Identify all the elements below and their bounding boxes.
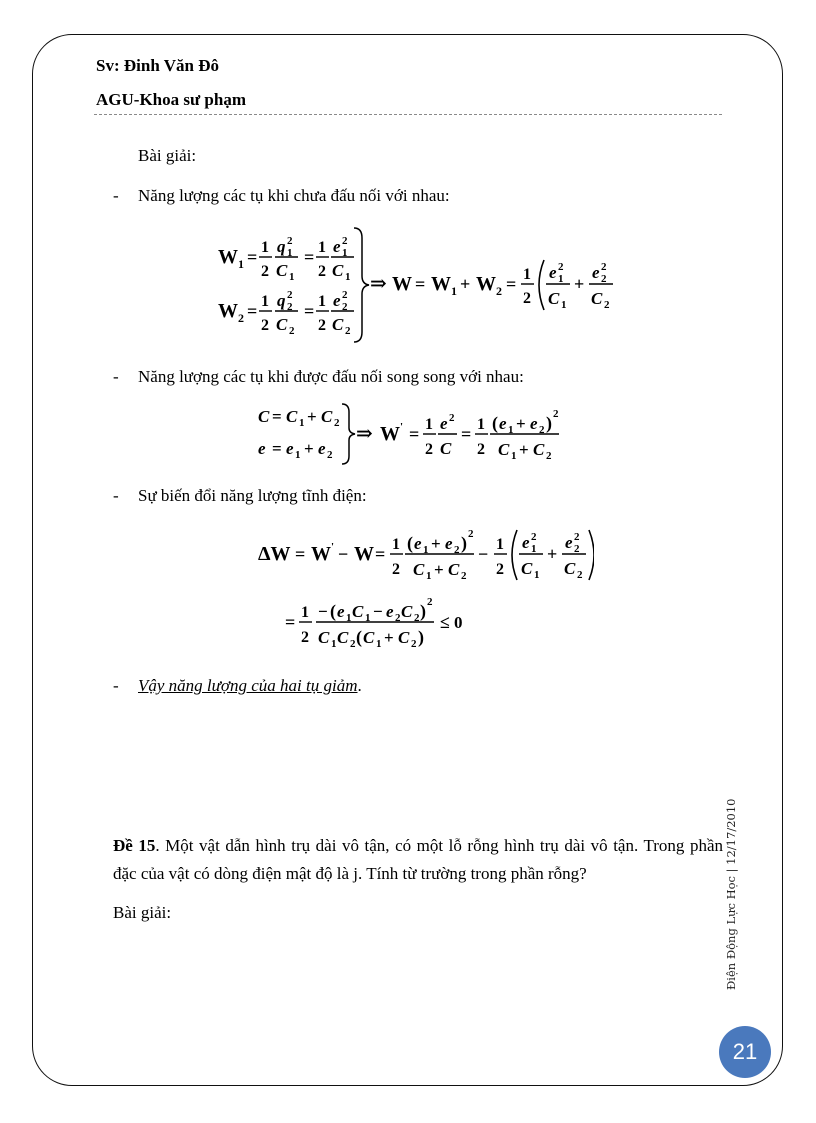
- svg-text:1: 1: [426, 570, 432, 582]
- equation-energy-parallel: [254, 398, 564, 470]
- svg-text:e: e: [549, 263, 557, 282]
- svg-text:−: −: [338, 544, 349, 564]
- svg-text:2: 2: [342, 289, 348, 301]
- svg-text:e: e: [318, 439, 326, 458]
- svg-text:2: 2: [523, 290, 531, 307]
- header-divider: [94, 114, 722, 115]
- svg-text:1: 1: [508, 424, 514, 436]
- svg-text:2: 2: [531, 531, 537, 543]
- equation-energy-change: [254, 524, 594, 654]
- svg-text:1: 1: [477, 416, 485, 433]
- svg-text:+: +: [434, 560, 444, 579]
- svg-text:1: 1: [261, 239, 269, 256]
- svg-text:1: 1: [451, 284, 457, 298]
- svg-text:=: =: [272, 439, 282, 458]
- svg-text:C: C: [332, 315, 344, 334]
- svg-text:+: +: [431, 534, 441, 553]
- svg-text:1: 1: [331, 638, 337, 650]
- svg-text:=: =: [506, 274, 517, 294]
- svg-text:=: =: [409, 424, 420, 444]
- svg-text:): ): [420, 601, 426, 621]
- svg-text:C: C: [258, 407, 270, 426]
- svg-text:⇒: ⇒: [370, 273, 387, 295]
- svg-text:+: +: [384, 628, 394, 647]
- problem-label: Đề 15: [113, 836, 156, 855]
- svg-text:W: W: [380, 423, 400, 445]
- svg-text:C: C: [521, 559, 533, 578]
- svg-text:2: 2: [318, 317, 326, 334]
- svg-text:W: W: [392, 273, 412, 295]
- svg-text:(: (: [330, 601, 336, 621]
- svg-text:W: W: [431, 273, 451, 295]
- svg-text:2: 2: [461, 570, 467, 582]
- svg-text:(: (: [407, 533, 413, 553]
- svg-text:2: 2: [289, 325, 295, 337]
- svg-text:C: C: [286, 407, 298, 426]
- svg-text:C: C: [318, 628, 330, 647]
- svg-text:=: =: [304, 301, 315, 321]
- svg-text:C: C: [448, 560, 460, 579]
- svg-text:+: +: [307, 407, 317, 426]
- svg-text:C: C: [564, 559, 576, 578]
- svg-text:e: e: [258, 439, 266, 458]
- svg-text:1: 1: [523, 266, 531, 283]
- svg-text:+: +: [460, 274, 471, 294]
- svg-text:W: W: [218, 246, 238, 268]
- svg-text:(: (: [356, 627, 362, 647]
- svg-text:2: 2: [318, 263, 326, 280]
- conclusion-period: .: [357, 676, 362, 695]
- svg-text:C: C: [440, 439, 452, 458]
- bullet-dash: -: [113, 186, 119, 205]
- svg-text:1: 1: [534, 569, 540, 581]
- svg-text:0: 0: [454, 613, 463, 632]
- svg-text:C: C: [533, 440, 545, 459]
- svg-text:=: =: [295, 544, 306, 564]
- svg-text:2: 2: [342, 301, 348, 313]
- svg-text:1: 1: [346, 612, 352, 624]
- svg-text:C: C: [398, 628, 410, 647]
- svg-text:=: =: [272, 407, 282, 426]
- bullet-text-3: Sự biến đổi năng lượng tĩnh điện:: [138, 486, 367, 505]
- svg-text:2: 2: [539, 424, 545, 436]
- bullet-text-2: Năng lượng các tụ khi được đấu nối song song với nhau:: [138, 367, 524, 386]
- svg-text:1: 1: [558, 273, 564, 285]
- svg-text:1: 1: [295, 449, 301, 461]
- svg-text:C: C: [276, 261, 288, 280]
- svg-text:e: e: [522, 533, 530, 552]
- svg-text:2: 2: [604, 299, 610, 311]
- svg-text:1: 1: [511, 450, 517, 462]
- svg-text:C: C: [548, 289, 560, 308]
- svg-text:2: 2: [468, 528, 474, 540]
- svg-text:2: 2: [496, 561, 504, 578]
- svg-text:1: 1: [561, 299, 567, 311]
- conclusion-text: Vậy năng lượng của hai tụ giảm: [138, 676, 358, 695]
- svg-text:+: +: [304, 439, 314, 458]
- svg-text:C: C: [321, 407, 333, 426]
- svg-text:2: 2: [601, 273, 607, 285]
- svg-text:−: −: [318, 602, 328, 621]
- svg-text:C: C: [401, 602, 413, 621]
- svg-text:e: e: [530, 414, 538, 433]
- svg-text:': ': [400, 421, 404, 433]
- svg-text:2: 2: [454, 544, 460, 556]
- svg-text:e: e: [445, 534, 453, 553]
- svg-text:−: −: [373, 602, 383, 621]
- svg-text:⇒: ⇒: [356, 423, 373, 445]
- svg-text:e: e: [333, 291, 341, 310]
- svg-text:2: 2: [553, 408, 559, 420]
- svg-text:=: =: [415, 274, 426, 294]
- svg-text:e: e: [286, 439, 294, 458]
- svg-text:e: e: [337, 602, 345, 621]
- svg-text:2: 2: [427, 596, 433, 608]
- svg-text:': ': [331, 541, 335, 553]
- svg-text:): ): [461, 533, 467, 553]
- conclusion: [138, 676, 362, 696]
- header-author: Sv: Đinh Văn Đô: [96, 56, 219, 75]
- svg-text:1: 1: [289, 271, 295, 283]
- svg-text:W: W: [476, 273, 496, 295]
- svg-text:2: 2: [392, 561, 400, 578]
- svg-text:C: C: [337, 628, 349, 647]
- svg-text:2: 2: [287, 289, 293, 301]
- svg-text:): ): [546, 413, 552, 433]
- svg-text:1: 1: [287, 247, 293, 259]
- solution-label-1: Bài giải:: [138, 146, 197, 165]
- bullet-dash: -: [113, 676, 119, 695]
- equation-energy-separate: [214, 224, 614, 346]
- problem-text: . Một vật dẫn hình trụ dài vô tận, có một lỗ rỗng hình trụ dài vô tận. Trong phần đặc của vật có dòng điện mật độ là j. Tính từ trường trong phần rỗng?: [113, 836, 723, 883]
- svg-text:W: W: [311, 543, 331, 565]
- svg-text:1: 1: [301, 604, 309, 621]
- bullet-dash: -: [113, 486, 119, 505]
- svg-text:q: q: [277, 291, 286, 310]
- svg-text:=: =: [285, 612, 296, 632]
- svg-text:2: 2: [395, 612, 401, 624]
- svg-text:−: −: [478, 544, 489, 564]
- svg-text:2: 2: [574, 543, 580, 555]
- svg-text:2: 2: [574, 531, 580, 543]
- svg-text:1: 1: [365, 612, 371, 624]
- svg-text:2: 2: [425, 441, 433, 458]
- svg-text:e: e: [565, 533, 573, 552]
- svg-text:W: W: [354, 543, 374, 565]
- svg-text:1: 1: [392, 536, 400, 553]
- svg-text:2: 2: [546, 450, 552, 462]
- svg-text:=: =: [247, 301, 258, 321]
- svg-text:2: 2: [414, 612, 420, 624]
- svg-text:e: e: [414, 534, 422, 553]
- svg-text:+: +: [519, 440, 529, 459]
- svg-text:+: +: [516, 414, 526, 433]
- svg-text:+: +: [574, 274, 585, 294]
- svg-text:1: 1: [423, 544, 429, 556]
- svg-text:+: +: [547, 544, 558, 564]
- svg-text:=: =: [247, 247, 258, 267]
- svg-text:2: 2: [261, 317, 269, 334]
- svg-text:2: 2: [496, 284, 502, 298]
- svg-text:1: 1: [531, 543, 537, 555]
- svg-text:2: 2: [327, 449, 333, 461]
- svg-text:=: =: [461, 424, 472, 444]
- bullet-dash: -: [113, 367, 119, 386]
- svg-text:2: 2: [345, 325, 351, 337]
- svg-text:C: C: [352, 602, 364, 621]
- svg-text:): ): [418, 627, 424, 647]
- svg-text:C: C: [498, 440, 510, 459]
- svg-text:2: 2: [287, 235, 293, 247]
- svg-text:ΔW: ΔW: [258, 543, 291, 565]
- svg-text:=: =: [304, 247, 315, 267]
- svg-text:1: 1: [376, 638, 382, 650]
- svg-text:C: C: [332, 261, 344, 280]
- svg-text:2: 2: [558, 261, 564, 273]
- svg-text:2: 2: [350, 638, 356, 650]
- svg-text:e: e: [440, 414, 448, 433]
- svg-text:2: 2: [301, 629, 309, 646]
- page-number-badge: 21: [719, 1026, 771, 1078]
- svg-text:1: 1: [238, 257, 244, 271]
- svg-text:2: 2: [287, 301, 293, 313]
- svg-text:2: 2: [342, 235, 348, 247]
- svg-text:2: 2: [411, 638, 417, 650]
- svg-text:2: 2: [261, 263, 269, 280]
- bullet-text-1: Năng lượng các tụ khi chưa đấu nối với nhau:: [138, 186, 450, 205]
- svg-text:1: 1: [345, 271, 351, 283]
- svg-text:1: 1: [318, 239, 326, 256]
- svg-text:2: 2: [334, 417, 340, 429]
- svg-text:2: 2: [449, 412, 455, 424]
- svg-text:≤: ≤: [440, 612, 450, 632]
- side-running-footer: Điện Động Lực Học | 12/17/2010: [724, 798, 738, 990]
- header-school: AGU-Khoa sư phạm: [96, 90, 247, 109]
- svg-text:e: e: [386, 602, 394, 621]
- svg-text:1: 1: [318, 293, 326, 310]
- svg-text:C: C: [413, 560, 425, 579]
- svg-text:2: 2: [477, 441, 485, 458]
- problem-15: [113, 832, 723, 888]
- solution-label-2: Bài giải:: [113, 903, 172, 922]
- svg-text:1: 1: [342, 247, 348, 259]
- svg-text:1: 1: [299, 417, 305, 429]
- svg-text:C: C: [591, 289, 603, 308]
- svg-text:C: C: [363, 628, 375, 647]
- svg-text:1: 1: [261, 293, 269, 310]
- svg-text:2: 2: [577, 569, 583, 581]
- svg-text:=: =: [375, 544, 386, 564]
- svg-text:1: 1: [425, 416, 433, 433]
- svg-text:1: 1: [496, 536, 504, 553]
- svg-text:e: e: [592, 263, 600, 282]
- svg-text:e: e: [499, 414, 507, 433]
- svg-text:2: 2: [238, 311, 244, 325]
- svg-text:q: q: [277, 237, 286, 256]
- svg-text:2: 2: [601, 261, 607, 273]
- svg-text:e: e: [333, 237, 341, 256]
- svg-text:W: W: [218, 300, 238, 322]
- svg-text:(: (: [492, 413, 498, 433]
- svg-text:C: C: [276, 315, 288, 334]
